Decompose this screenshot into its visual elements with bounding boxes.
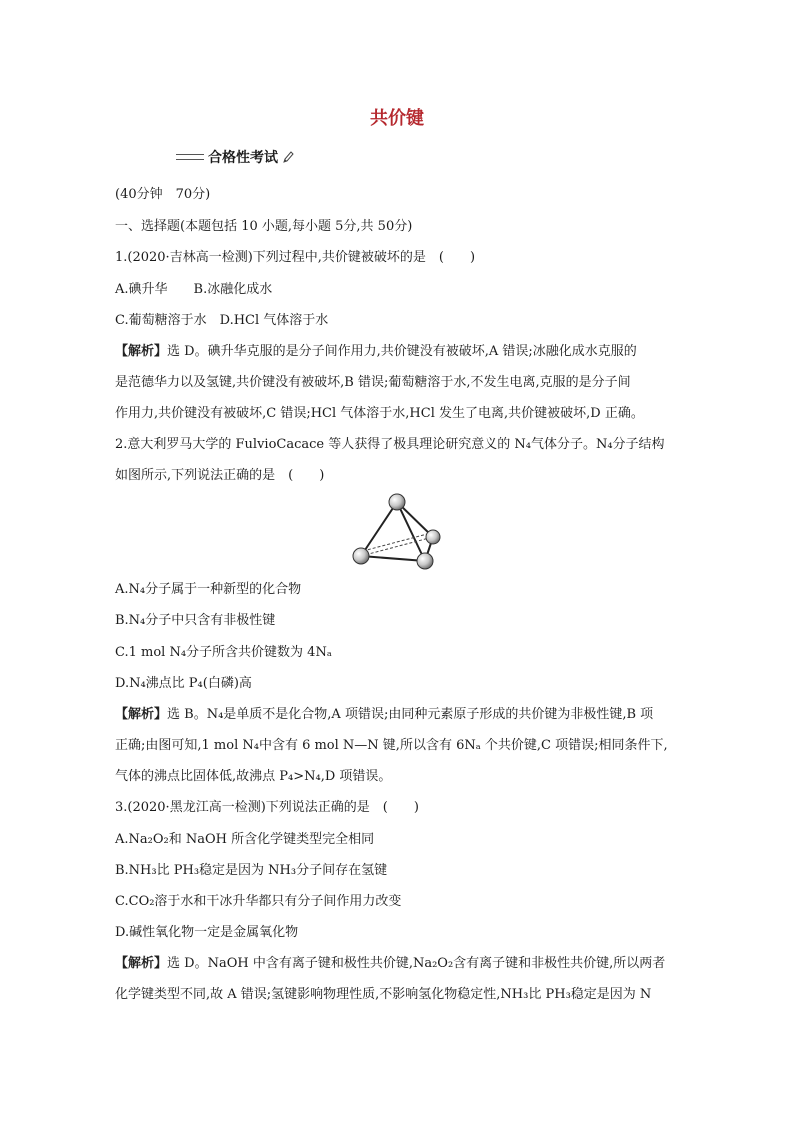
q3-stem: 3.(2020·黑龙江高一检测)下列说法正确的是 ( ) xyxy=(115,800,419,815)
q3-option-a: A.Na₂O₂和 NaOH 所含化学键类型完全相同 xyxy=(115,832,375,847)
analysis-label: 【解析】 xyxy=(115,707,168,722)
q1-options-cd: C.葡萄糖溶于水 D.HCl 气体溶于水 xyxy=(115,313,329,328)
pencil-icon xyxy=(282,150,294,164)
q2-option-a: A.N₄分子属于一种新型的化合物 xyxy=(115,582,302,597)
q2-option-d: D.N₄沸点比 P₄(白磷)高 xyxy=(115,676,252,691)
q3-answer-line2: 化学键类型不同,故 A 错误;氢键影响物理性质,不影响氢化物稳定性,NH₃比 PH₃稳定是因为 N xyxy=(115,987,652,1002)
double-line-decoration xyxy=(176,154,204,160)
atom-front xyxy=(417,553,433,569)
time-score: (40分钟 70分) xyxy=(115,187,211,202)
q1-answer-line3: 作用力,共价键没有被破坏,C 错误;HCl 气体溶于水,HCl 发生了电离,共价键被破坏,D 正确。 xyxy=(115,406,644,421)
atom-right xyxy=(426,530,440,544)
q2-answer-line3: 气体的沸点比固体低,故沸点 P₄>N₄,D 项错误。 xyxy=(115,769,392,784)
atom-top xyxy=(389,494,405,510)
q1-answer-text1: 选 D。碘升华克服的是分子间作用力,共价键没有被破坏,A 错误;冰融化成水克服的 xyxy=(167,344,637,359)
q3-answer-text1: 选 D。NaOH 中含有离子键和极性共价键,Na₂O₂含有离子键和非极性共价键,所以两者 xyxy=(167,956,666,971)
q3-answer-line1 xyxy=(115,954,665,974)
q2-answer-line2: 正确;由图可知,1 mol N₄中含有 6 mol N—N 键,所以含有 6Nₐ 个共价键,C 项错误;相同条件下, xyxy=(115,738,668,753)
page-title: 共价键 xyxy=(370,108,424,129)
section-header xyxy=(176,146,294,168)
q2-option-c: C.1 mol N₄分子所含共价键数为 4Nₐ xyxy=(115,645,332,660)
q1-options-ab: A.碘升华 B.冰融化成水 xyxy=(115,282,273,297)
analysis-label: 【解析】 xyxy=(115,956,168,971)
q2-option-b: B.N₄分子中只含有非极性键 xyxy=(115,613,276,628)
q3-option-b: B.NH₃比 PH₃稳定是因为 NH₃分子间存在氢键 xyxy=(115,863,388,878)
analysis-label: 【解析】 xyxy=(115,344,168,359)
q1-answer-line1 xyxy=(115,342,637,362)
q3-option-d: D.碱性氧化物一定是金属氧化物 xyxy=(115,925,299,940)
q2-answer-text1: 选 B。N₄是单质不是化合物,A 项错误;由同种元素原子形成的共价键为非极性键,B 项 xyxy=(167,707,654,722)
q2-stem-line1: 2.意大利罗马大学的 FulvioCacace 等人获得了极具理论研究意义的 N₄气体分子。N₄分子结构 xyxy=(115,437,665,452)
q2-stem-line2: 如图所示,下列说法正确的是 ( ) xyxy=(115,468,325,483)
q1-answer-line2: 是范德华力以及氢键,共价键没有被破坏,B 错误;葡萄糖溶于水,不发生电离,克服的是分子间 xyxy=(115,375,631,390)
q3-option-c: C.CO₂溶于水和干冰升华都只有分子间作用力改变 xyxy=(115,894,402,909)
atom-left xyxy=(353,548,369,564)
part-heading: 一、选择题(本题包括 10 小题,每小题 5分,共 50分) xyxy=(115,219,413,234)
q2-answer-line1 xyxy=(115,705,653,725)
q1-stem: 1.(2020·吉林高一检测)下列过程中,共价键被破坏的是 ( ) xyxy=(115,250,476,265)
section-title: 合格性考试 xyxy=(208,150,278,166)
n4-tetrahedron-figure xyxy=(345,488,450,573)
